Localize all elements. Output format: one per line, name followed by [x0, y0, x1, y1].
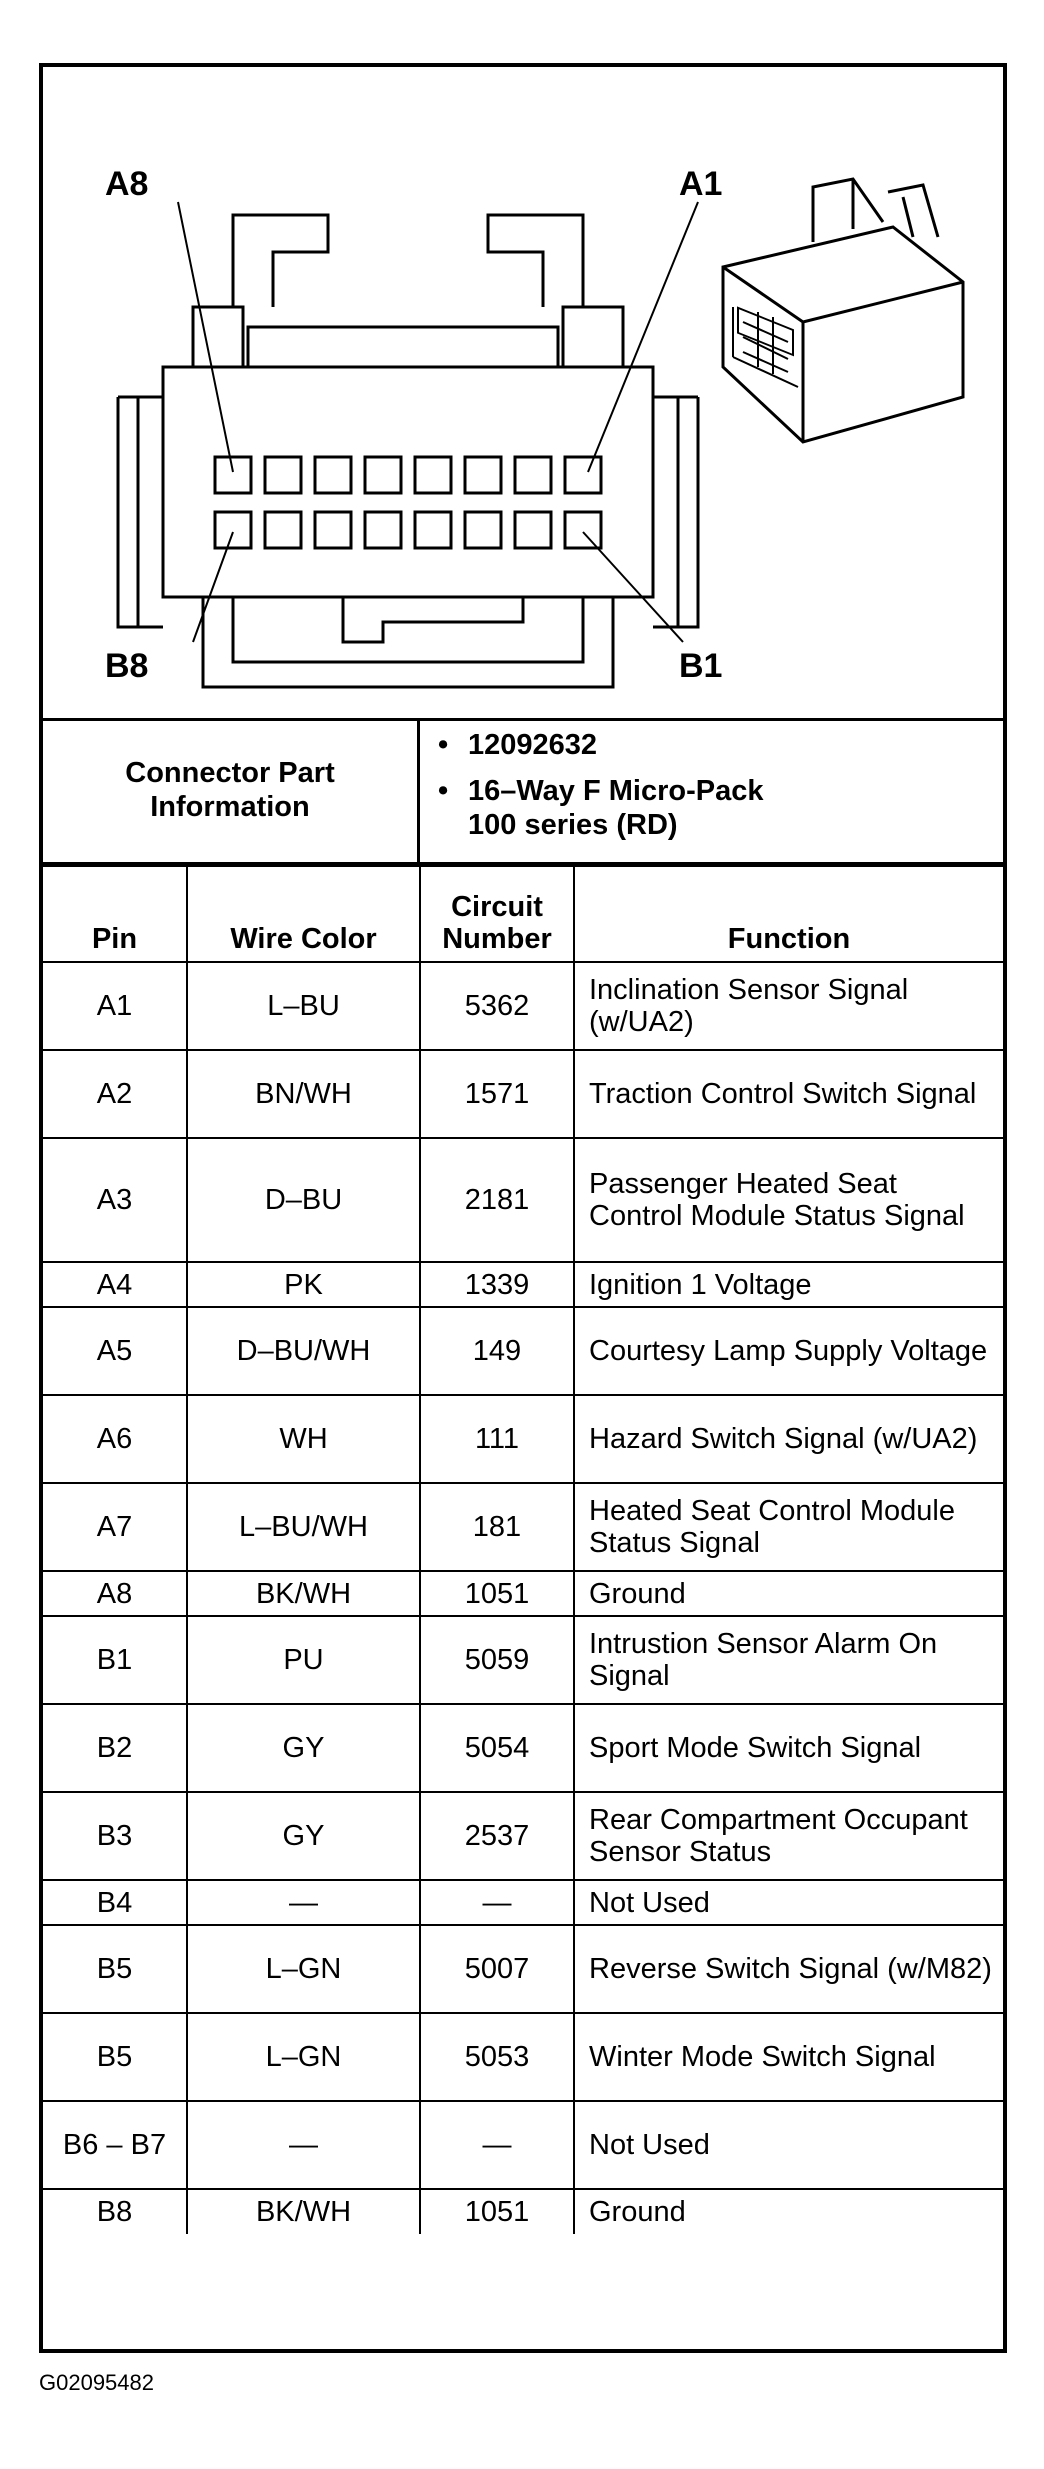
- pinout-header-row: [43, 866, 1003, 962]
- circuit-number-cell: 1051: [420, 1571, 574, 1616]
- function-cell: Traction Control Switch Signal: [574, 1050, 1003, 1138]
- table-row: [43, 1571, 1003, 1616]
- connector-info-values: [420, 718, 1003, 862]
- table-row: [43, 2189, 1003, 2234]
- header-circuit-line2: Number: [442, 923, 552, 955]
- wire-color-cell: —: [187, 1880, 420, 1925]
- pin-cell: B1: [43, 1616, 187, 1704]
- connector-face-drawing: [43, 67, 1003, 717]
- table-row: [43, 1138, 1003, 1262]
- circuit-number-cell: 5059: [420, 1616, 574, 1704]
- wire-color-cell: WH: [187, 1395, 420, 1483]
- circuit-number-cell: 5054: [420, 1704, 574, 1792]
- table-row: [43, 2101, 1003, 2189]
- pin-cell: B5: [43, 1925, 187, 2013]
- function-cell: Intrustion Sensor Alarm On Signal: [574, 1616, 1003, 1704]
- function-cell: Heated Seat Control Module Status Signal: [574, 1483, 1003, 1571]
- pin-cell: A2: [43, 1050, 187, 1138]
- wire-color-cell: L–BU: [187, 962, 420, 1050]
- table-row: [43, 2013, 1003, 2101]
- pin-cell: A8: [43, 1571, 187, 1616]
- figure-code: G02095482: [39, 2370, 154, 2395]
- header-function: Function: [574, 866, 1003, 962]
- table-row: [43, 1925, 1003, 2013]
- function-cell: Inclination Sensor Signal (w/UA2): [574, 962, 1003, 1050]
- circuit-number-cell: 1571: [420, 1050, 574, 1138]
- circuit-number-cell: 5007: [420, 1925, 574, 2013]
- table-row: [43, 1792, 1003, 1880]
- table-row: [43, 1050, 1003, 1138]
- table-row: [43, 962, 1003, 1050]
- table-row: [43, 1395, 1003, 1483]
- function-cell: Not Used: [574, 1880, 1003, 1925]
- pin-cell: B5: [43, 2013, 187, 2101]
- wire-color-cell: D–BU: [187, 1138, 420, 1262]
- circuit-number-cell: 181: [420, 1483, 574, 1571]
- wire-color-cell: L–BU/WH: [187, 1483, 420, 1571]
- header-circuit-line1: Circuit: [451, 891, 543, 923]
- function-cell: Hazard Switch Signal (w/UA2): [574, 1395, 1003, 1483]
- function-cell: Courtesy Lamp Supply Voltage: [574, 1307, 1003, 1395]
- wire-color-cell: D–BU/WH: [187, 1307, 420, 1395]
- circuit-number-cell: 2537: [420, 1792, 574, 1880]
- pin-cell: A6: [43, 1395, 187, 1483]
- connector-info-label: [43, 718, 420, 862]
- circuit-number-cell: 111: [420, 1395, 574, 1483]
- wire-color-cell: —: [187, 2101, 420, 2189]
- pin-cell: A4: [43, 1262, 187, 1307]
- pin-cell: A1: [43, 962, 187, 1050]
- function-cell: Ground: [574, 1571, 1003, 1616]
- pin-cell: A5: [43, 1307, 187, 1395]
- table-row: [43, 1262, 1003, 1307]
- circuit-number-cell: 149: [420, 1307, 574, 1395]
- function-cell: Ignition 1 Voltage: [574, 1262, 1003, 1307]
- connector-part-info: [43, 718, 1003, 865]
- table-row: [43, 1880, 1003, 1925]
- circuit-number-cell: 2181: [420, 1138, 574, 1262]
- circuit-number-cell: 1051: [420, 2189, 574, 2234]
- circuit-number-cell: —: [420, 2101, 574, 2189]
- function-cell: Rear Compartment Occupant Sensor Status: [574, 1792, 1003, 1880]
- wire-color-cell: BK/WH: [187, 2189, 420, 2234]
- circuit-number-cell: —: [420, 1880, 574, 1925]
- pin-label-b1: B1: [679, 647, 723, 685]
- part-number: • 12092632: [438, 728, 1003, 762]
- connector-info-label-line1: Connector Part: [125, 757, 335, 789]
- pin-label-a1: A1: [679, 165, 723, 203]
- pin-label-a8: A8: [105, 165, 149, 203]
- connector-sheet: [39, 63, 1007, 2353]
- function-cell: Reverse Switch Signal (w/M82): [574, 1925, 1003, 2013]
- connector-description-line2: 100 series (RD): [468, 809, 678, 841]
- wire-color-cell: GY: [187, 1792, 420, 1880]
- circuit-number-cell: 5362: [420, 962, 574, 1050]
- function-cell: Passenger Heated Seat Control Module Status Signal: [574, 1138, 1003, 1262]
- pin-label-b8: B8: [105, 647, 149, 685]
- pin-cell: B6 – B7: [43, 2101, 187, 2189]
- wire-color-cell: PU: [187, 1616, 420, 1704]
- table-row: [43, 1616, 1003, 1704]
- table-row: [43, 1704, 1003, 1792]
- function-cell: Ground: [574, 2189, 1003, 2234]
- pin-cell: A7: [43, 1483, 187, 1571]
- wire-color-cell: PK: [187, 1262, 420, 1307]
- pin-cell: B2: [43, 1704, 187, 1792]
- pin-cell: A3: [43, 1138, 187, 1262]
- table-row: [43, 1483, 1003, 1571]
- pin-cell: B3: [43, 1792, 187, 1880]
- function-cell: Not Used: [574, 2101, 1003, 2189]
- wire-color-cell: L–GN: [187, 1925, 420, 2013]
- connector-diagram: [43, 67, 1003, 721]
- wire-color-cell: L–GN: [187, 2013, 420, 2101]
- function-cell: Winter Mode Switch Signal: [574, 2013, 1003, 2101]
- wire-color-cell: BN/WH: [187, 1050, 420, 1138]
- header-pin: Pin: [43, 866, 187, 962]
- pin-cell: B4: [43, 1880, 187, 1925]
- connector-info-label-line2: Information: [150, 791, 310, 823]
- pin-cell: B8: [43, 2189, 187, 2234]
- header-wire-color: Wire Color: [187, 866, 420, 962]
- circuit-number-cell: 1339: [420, 1262, 574, 1307]
- header-circuit-number: [420, 866, 574, 962]
- function-cell: Sport Mode Switch Signal: [574, 1704, 1003, 1792]
- table-row: [43, 1307, 1003, 1395]
- wire-color-cell: GY: [187, 1704, 420, 1792]
- pinout-table: [43, 865, 1003, 2234]
- wire-color-cell: BK/WH: [187, 1571, 420, 1616]
- connector-description-line1: • 16–Way F Micro-Pack: [438, 774, 1003, 808]
- circuit-number-cell: 5053: [420, 2013, 574, 2101]
